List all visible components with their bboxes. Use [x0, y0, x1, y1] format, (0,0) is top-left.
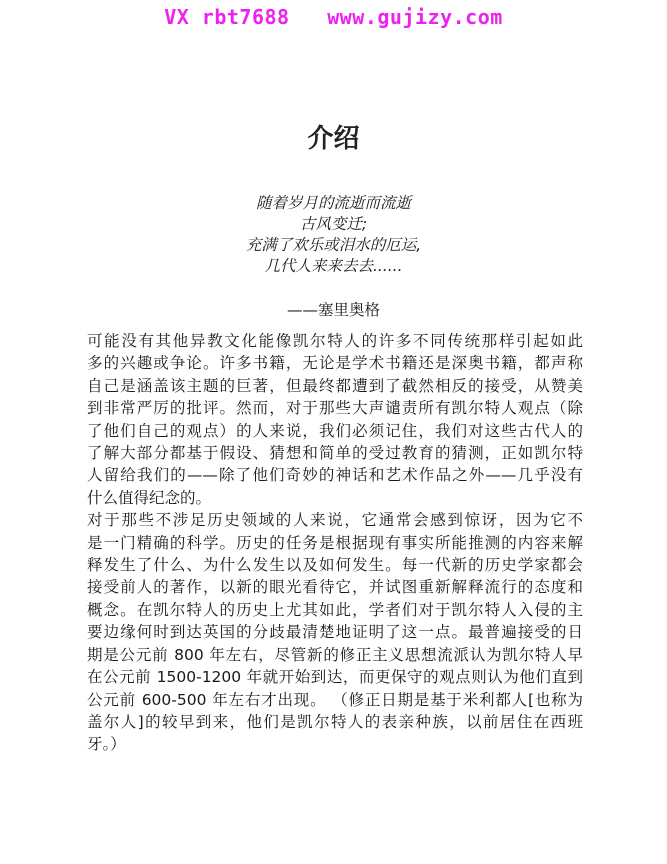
text-line: 什么值得纪念的。 [87, 488, 212, 507]
text-line: 盖尔人]的较早到来，他们是凯尔特人的表亲种族，以前居住在西班 [87, 712, 583, 731]
text-line: 了他们自己的观点）的人来说，我们必须记住，我们对这些古代人的 [87, 421, 583, 440]
text-line: 在公元前 1500-1200 年就开始到达，而更保守的观点则认为他们直到 [87, 668, 583, 687]
text-line: 自己是涵盖该主题的巨著，但最终都遭到了截然相反的接受，从赞美 [87, 376, 583, 395]
text-line: 期是公元前 800 年左右，尽管新的修正主义思想流派认为凯尔特人早 [87, 645, 583, 664]
text-line: 牙。） [87, 735, 126, 754]
epigraph-attribution: ——塞里奥格 [286, 301, 380, 319]
text-line: 要边缘何时到达英国的分歧最清楚地证明了这一点。最普遍接受的日 [87, 623, 583, 642]
poem-line: 随着岁月的流逝而流逝 [255, 194, 411, 212]
text-line: 释发生了什么、为什么发生以及如何发生。每一代新的历史学家都会 [87, 556, 583, 575]
text-line: 了解大部分都基于假设、猜想和简单的受过教育的猜测，正如凯尔特 [87, 444, 583, 463]
text-line: 到非常严厉的批评。然而，对于那些大声谴责所有凯尔特人观点（除 [87, 399, 583, 418]
poem-line: 古风变迁; [299, 215, 368, 233]
text-line: 是一门精确的科学。历史的任务是根据现有事实所能推测的内容来解 [87, 533, 583, 552]
text-line: 多的兴趣或争论。许多书籍，无论是学术书籍还是深奥书籍，都声称 [87, 354, 583, 373]
poem-line: 充满了欢乐或泪水的厄运, [245, 236, 422, 254]
text-line: 对于那些不涉足历史领域的人来说，它通常会感到惊讶，因为它不 [87, 511, 583, 530]
paragraph-2 [87, 509, 583, 755]
text-line: 概念。在凯尔特人的历史上尤其如此，学者们对于凯尔特人入侵的主 [87, 600, 583, 619]
paragraph-1 [87, 330, 583, 509]
text-line: 可能没有其他异教文化能像凯尔特人的许多不同传统那样引起如此 [87, 332, 583, 350]
page-title: 介绍 [307, 124, 360, 154]
watermark-text: VX rbt7688 www.gujizy.com [164, 5, 503, 29]
epigraph-poem [0, 193, 667, 277]
body-text [87, 330, 583, 756]
text-line: 公元前 600-500 年左右才出现。 （修正日期是基于米利都人[也称为 [87, 690, 583, 709]
text-line: 人留给我们的——除了他们奇妙的神话和艺术作品之外——几乎没有 [87, 466, 583, 485]
text-line: 接受前人的著作，以新的眼光看待它，并试图重新解释流行的态度和 [87, 578, 583, 597]
poem-line: 几代人来来去去...... [264, 257, 403, 275]
